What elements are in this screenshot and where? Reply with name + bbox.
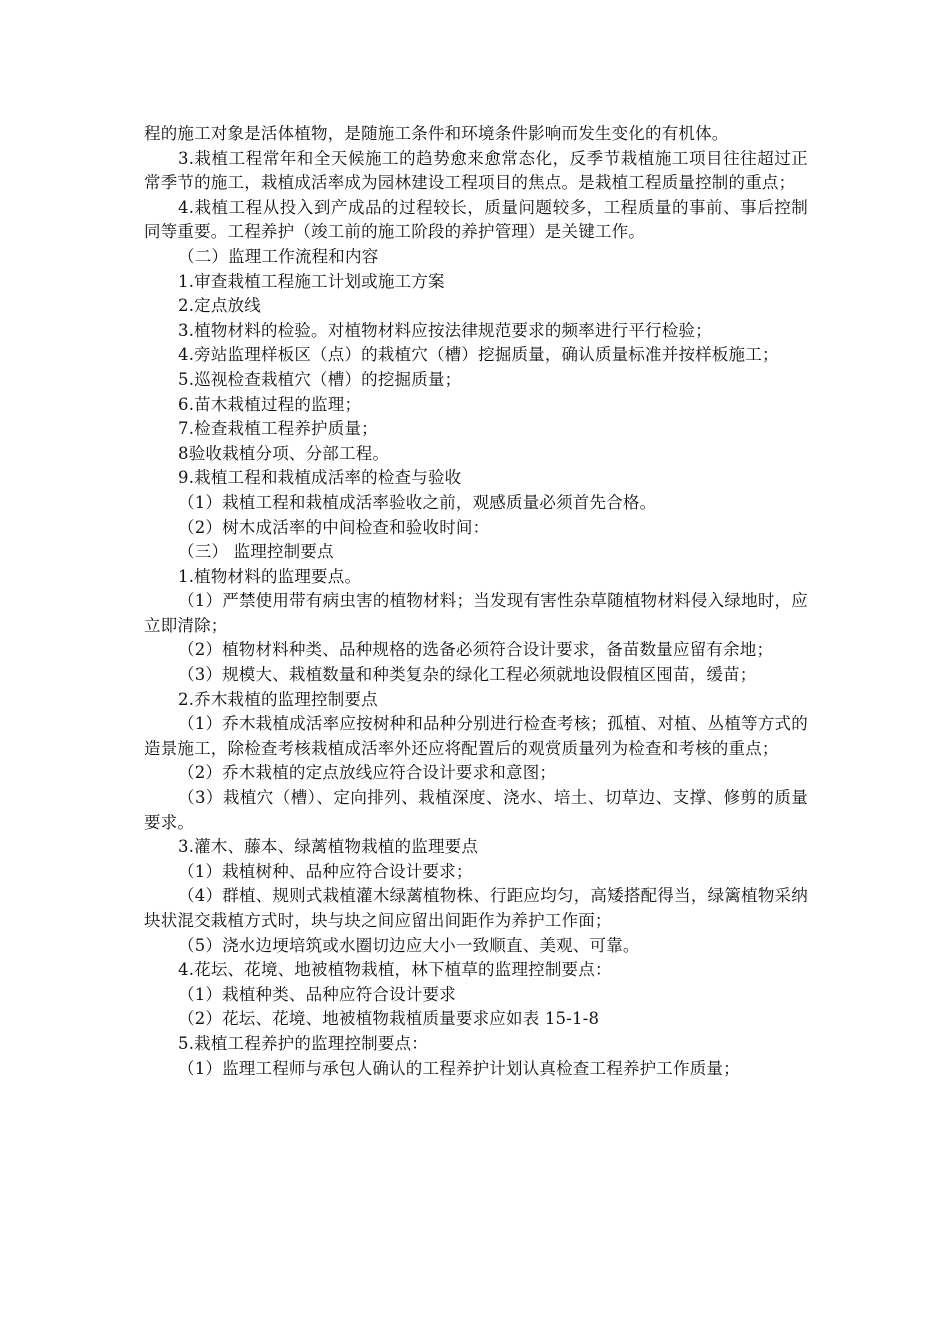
paragraph: 2.乔木栽植的监理控制要点 <box>178 689 378 709</box>
paragraph: 7.检查栽植工程养护质量； <box>178 419 378 439</box>
paragraph: 4.旁站监理样板区（点）的栽植穴（槽）挖掘质量，确认质量标准并按样板施工； <box>178 345 779 365</box>
paragraph: 2.定点放线 <box>178 296 261 316</box>
paragraph: （1）栽植树种、品种应符合设计要求； <box>178 861 473 881</box>
paragraph: （1）栽植工程和栽植成活率验收之前，观感质量必须首先合格。 <box>178 492 657 512</box>
paragraph: 9.栽植工程和栽植成活率的检查与验收 <box>178 468 462 488</box>
paragraph: 程的施工对象是活体植物，是随施工条件和环境条件影响而发生变化的有机体。 <box>144 124 729 143</box>
paragraph: （3）栽植穴（槽）、定向排列、栽植深度、浇水、培土、切草边、支撑、修剪的质量要求。 <box>144 788 808 832</box>
paragraph: （1）乔木栽植成活率应按树种和品种分别进行检查考核；孤植、对植、丛植等方式的造景施工，除检查考核栽植成活率外还应将配置后的观赏质量列为检查和考核的重点； <box>144 714 808 758</box>
paragraph: （三） 监理控制要点 <box>178 542 334 562</box>
paragraph: （3）规模大、栽植数量和种类复杂的绿化工程必须就地设假植区囤苗，缓苗； <box>178 665 757 685</box>
document-body <box>144 122 808 1081</box>
paragraph: 1.植物材料的监理要点。 <box>178 566 362 586</box>
paragraph: （1）栽植种类、品种应符合设计要求 <box>178 984 456 1004</box>
paragraph: （2）植物材料种类、品种规格的选备必须符合设计要求，备苗数量应留有余地； <box>178 640 774 660</box>
paragraph: 4.花坛、花境、地被植物栽植，林下植草的监理控制要点： <box>178 960 612 980</box>
paragraph: （2）乔木栽植的定点放线应符合设计要求和意图； <box>178 763 557 783</box>
paragraph: 6.苗木栽植过程的监理； <box>178 394 362 414</box>
paragraph: 3.灌木、藤本、绿蓠植物栽植的监理要点 <box>178 837 479 857</box>
paragraph: （1）严禁使用带有病虫害的植物材料；当发现有害性杂草随植物材料侵入绿地时，应立即清除； <box>144 591 808 635</box>
paragraph: （2）花坛、花境、地被植物栽植质量要求应如表 15-1-8 <box>178 1009 600 1029</box>
paragraph: （1）监理工程师与承包人确认的工程养护计划认真检查工程养护工作质量； <box>178 1058 740 1078</box>
paragraph: （5）浇水边埂培筑或水圈切边应大小一致顺直、美观、可靠。 <box>178 935 640 955</box>
paragraph: 3.栽植工程常年和全天候施工的趋势愈来愈常态化，反季节栽植施工项目往往超过正常季节的施工，栽植成活率成为园林建设工程项目的焦点。是栽植工程质量控制的重点； <box>144 148 808 193</box>
paragraph: 1.审查栽植工程施工计划或施工方案 <box>178 271 445 291</box>
paragraph: 5.栽植工程养护的监理控制要点： <box>178 1033 428 1053</box>
paragraph: 5.巡视检查栽植穴（槽）的挖掘质量； <box>178 369 462 389</box>
paragraph: 4.栽植工程从投入到产成品的过程较长，质量问题较多，工程质量的事前、事后控制同等重要。工程养护（竣工前的施工阶段的养护管理）是关键工作。 <box>144 197 808 242</box>
paragraph: （4）群植、规则式栽植灌木绿蓠植物株、行距应均匀，高矮搭配得当，绿篱植物采纳块状混交栽植方式时，块与块之间应留出间距作为养护工作面； <box>144 886 808 930</box>
paragraph: （2）树木成活率的中间检查和验收时间： <box>178 517 490 537</box>
paragraph: 3.植物材料的检验。对植物材料应按法律规范要求的频率进行平行检验； <box>178 320 712 340</box>
paragraph: 8验收栽植分项、分部工程。 <box>178 443 390 463</box>
paragraph: （二）监理工作流程和内容 <box>178 246 379 266</box>
